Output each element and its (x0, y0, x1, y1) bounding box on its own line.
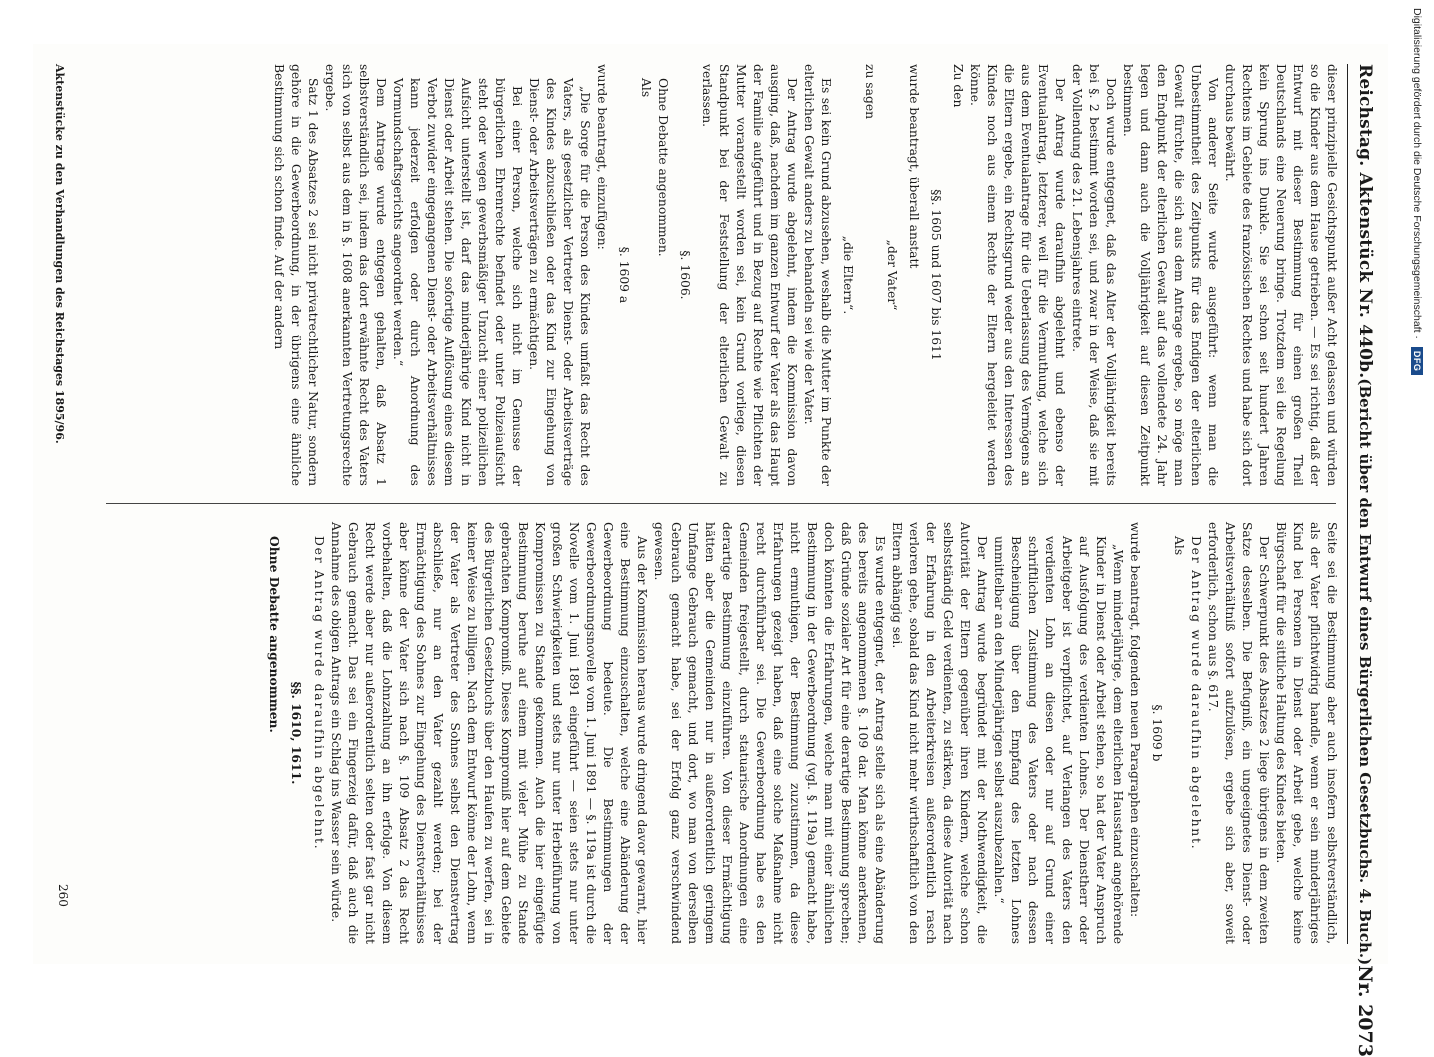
text-abgelehnt: Der Antrag wurde daraufhin abgelehnt. (1189, 536, 1203, 851)
header-page-number: Nr. 2073 (1354, 965, 1376, 1057)
text-ohne-debatte: Ohne Debatte angenommen. (267, 536, 282, 733)
quoted-proposal: „Wenn minderjährige, dem elterlichen Hausstand angehörende Kinder in Dienst oder Arbeit stehen, so hat der Vater Anspruch auf Ausfolgung des verdienten Lohnes. Der Dienstherr oder Arbeitgeber ist verpflichtet, auf Verlangen des Vaters den verdienten Lohn an diesen oder nur auf Grund einer schriftlichen Zustimmung des Vaters oder nach dessen Bescheinigung über den Empfang des letzten Lohnes unmittelbar an den Minderjährigen selbst auszubezahlen.“ (992, 536, 1125, 944)
digitization-credit-text (1405, 8, 1429, 988)
digitization-credit (1405, 8, 1429, 988)
label-zu-den: Zu den (951, 64, 965, 108)
section-heading-1605: §§. 1605 und 1607 bis 1611 (929, 189, 943, 361)
paragraph: Dem Antrage wurde entgegen gehalten, daß Absatz 1 selbstverständlich sei, indem das dort erwähnte Recht des Vaters sich von selbst aus dem in §. 1608 anerkannten Vertretungsrechte ergebe. (323, 64, 388, 486)
text-beantragt-einzufuegen: wurde beantragt, einzufügen: (595, 64, 609, 250)
paragraph: Seite sei die Bestimmung aber auch insofern selbstverständlich, als der Vater pflichtwidrig handle, wenn er sein minderjähriges Kind bei Personen in Dienst oder Arbeit gebe, welche keine Bürgschaft für die sittliche Haltung des Kindes bieten. (1274, 522, 1339, 944)
paragraph: Es sei kein Grund abzusehen, weshalb die Mutter im Punkte der elterlichen Gewalt anders zu behandeln sei wie der Vater. (802, 64, 833, 486)
text-als: Als (639, 78, 653, 98)
column-divider (106, 503, 1336, 504)
footer-page-number: 260 (56, 884, 70, 907)
header-title: Reichstag. Aktenstück Nr. 440b. (1355, 64, 1375, 379)
section-heading-1610: §§. 1610, 1611. (289, 681, 304, 785)
rotated-page-frame (33, 44, 1388, 1057)
paragraph: Doch wurde entgegnet, daß das Alter der Volljährigkeit bereits bei §. 2 bestimmt worden sei, und zwar in der Weise, daß sie mit der Vollendung des 21. Lebensjahres eintrete. (1070, 64, 1118, 486)
page-header (1347, 64, 1382, 1057)
left-column (72, 64, 1340, 486)
paragraph: Der Antrag wurde begründet mit der Nothwendigkeit, die Autorität der Eltern gegenüber ihren Kindern, welche schon selbstständig Geld verdienten, zu stärken, da diese Autorität nach der Erfahrung in den Arbeiterkreisen außerordentlich rasch verloren gehe, sobald das Kind nicht mehr wirthschaftlich von den Eltern abhängig sei. (890, 522, 989, 944)
right-column (72, 522, 1340, 944)
paragraph: Der Antrag wurde daraufhin abgelehnt und ebenso der Eventualantrag, letzterer, weil für die Vermuthung, welche sich aus dem Eventualantrage für die Ueberlassung des Vermögens an die Eltern ergebe, ein Rechtsgrund weder aus den Interessen des Kindes noch aus einem Rechte der Eltern hergeleitet werden könne. (968, 64, 1067, 486)
text-beantragt: wurde beantragt, folgenden neuen Paragraphen einzuschalten: (1128, 522, 1142, 918)
paragraph: dieser prinzipielle Gesichtspunkt außer Acht gelassen und würden so die Kinder aus dem Hause getrieben. — Es sei richtig, daß der Entwurf mit dieser Bestimmung für einen großen Theil Deutschlands eine Neuerung bringe. Trotzdem sei die Regelung kein Sprung ins Dunkle. Sie sei schon seit hundert Jahren Rechtens im Gebiete des französischen Rechtes und habe sich dort durchaus bewährt. (1223, 64, 1339, 486)
text-beantragt: wurde beantragt, überall anstatt (907, 64, 921, 269)
quoted-proposal: Bei einer Person, welche sich nicht im Genusse der bürgerlichen Ehrenrechte befindet oder unter Polizeiaufsicht steht oder wegen gewerbsmäßiger Unzucht einer polizeilichen Aufsicht unterstellt ist, darf das minderjährige Kind nicht in Dienst oder Arbeit stehen. Die sofortige Auflösung eines diesem Verbot zuwider eingegangenen Dienst- oder Arbeitsverhältnisses kann jederzeit erfolgen oder durch Anordnung des Vormundschaftsgerichts angeordnet werden.“ (391, 78, 524, 486)
text-zu-sagen: zu sagen (863, 64, 877, 120)
quote-der-vater: „der Vater“ (885, 239, 899, 311)
paragraph: Von anderer Seite wurde ausgeführt: wenn man die Unbestimmtheit des Zeitpunkts für das Endigen der elterlichen Gewalt fürchte, die sich aus dem Antrage ergebe, so möge man den Endpunkt der elterlichen Gewalt auf das vollendete 24. Jahr legen und dann auch die Volljährigkeit auf diesen Zeitpunkt bestimmen. (1121, 64, 1220, 486)
quote-die-eltern: „die Eltern“. (841, 235, 855, 315)
text-ohne-debatte: Ohne Debatte angenommen. (656, 78, 670, 257)
credit-text: Digitalisierung gefördert durch die Deutsche Forschungsgemeinschaft · (1411, 8, 1423, 339)
section-heading-1606: §. 1606. (678, 250, 692, 300)
footer-source: Aktenstücke zu den Verhandlungen des Reichstages 1895/96. (53, 64, 66, 444)
paragraph: Aus der Kommission heraus wurde dringend davor gewarnt, hier eine Bestimmung einzuschalten, welche eine Abänderung der Gewerbeordnung bedeute. Die Bestimmungen der Gewerbeordnungsnovelle vom 1. Juni 1891 — §. 119a ist durch die Novelle vom 1. Juni 1891 eingeführt — seien stets nur unter großen Schwierigkeiten und stets nur unter Herbeiführung von Kompromissen zu Stande gekommen. Auch die hier eingefügte Bestimmung beruhe auf einem mit vieler Mühe zu Stande gebrachten Kompromiß. Dieses Kompromiß hier auf dem Gebiete des Bürgerlichen Gesetzbuchs über den Haufen zu werfen, sei in keiner Weise zu billigen. Nach dem Entwurf könne der Lohn, wenn der Vater als Vertreter des Sohnes selbst den Dienstvertrag abschließe, nur an den Vater gezahlt werden; bei der Ermächtigung des Sohnes zur Eingehung des Dienstverhältnisses aber könne der Vater sich nach §. 109 Absatz 2 das Recht vorbehalten, daß die Lohnzahlung an ihn erfolge. Von diesem Recht werde aber nur außerordentlich selten oder fast gar nicht Gebrauch gemacht. Das sei ein Fingerzeig dafür, daß auch die Annahme des obigen Antrags ein Schlag ins Wasser sein würde. (329, 522, 649, 944)
text-als: Als (1172, 536, 1186, 556)
quoted-proposal: „Die Sorge für die Person des Kindes umfaßt das Recht des Vaters, als gesetzlicher Vertreter Dienst- oder Arbeitsverträge des Kindes abzuschließen oder das Kind zur Eingehung von Dienst- oder Arbeitsverträgen zu ermächtigen. (527, 78, 592, 486)
section-heading-1609a: §. 1609 a (617, 246, 631, 304)
paragraph: Der Schwerpunkt des Absatzes 2 liege übrigens in dem zweiten Satze desselben. Die Befugniß, ein ungeeignetes Dienst- oder Arbeitsverhältniß sofort aufzulösen, ergebe sich aber, soweit erforderlich, schon aus §. 617. (1206, 522, 1271, 944)
header-subtitle: (Bericht über den Entwurf eines Bürgerlichen Gesetzbuchs. 4. Buch.) (1356, 378, 1374, 966)
paragraph: Satz 1 des Absatzes 2 sei nicht privatrechtlicher Natur, sondern gehöre in die Gewerbeordnung, in der übrigens eine ähnliche Bestimmung sich schon finde. Auf der andern (272, 64, 320, 486)
text-abgelehnt: Der Antrag wurde daraufhin abgelehnt. (312, 536, 326, 851)
document-page (33, 44, 1388, 1057)
section-heading-1609b: §. 1609 b (1150, 704, 1164, 762)
paragraph: Es wurde entgegnet, der Antrag stelle sich als eine Abänderung des bereits angenommenen §. 109 dar. Man könne anerkennen, daß Gründe sozialer Art für eine derartige Bestimmung sprechen; doch könnten die Erfahrungen, welche man mit einer ähnlichen Bestimmung in der Gewerbeordnung (vgl. §. 119a) gemacht habe, nicht ermuthigen, der Bestimmung zuzustimmen, da diese Erfahrungen gezeigt haben, daß eine solche Maßnahme nicht recht durchführbar sei. Die Gewerbeordnung habe es den Gemeinden freigestellt, durch statuarische Anordnungen eine derartige Bestimmung einzuführen. Von dieser Ermächtigung hätten aber die Gemeinden nur in außerordentlich geringem Umfange Gebrauch gemacht, und dort, wo man von derselben Gebrauch gemacht habe, sei der Erfolg ganz verschwindend gewesen. (652, 522, 887, 944)
paragraph: Der Antrag wurde abgelehnt, indem die Kommission davon ausging, daß, nachdem im ganzen Entwurf der Vater als das Haupt der Familie aufgeführt und in Bezug auf Rechte wie Pflichten der Mutter vorangestellt worden sei, kein Grund vorliege, diesen Standpunkt bei der Feststellung der elterlichen Gewalt zu verlassen. (700, 64, 799, 486)
dfg-logo: DFG (1411, 347, 1423, 376)
